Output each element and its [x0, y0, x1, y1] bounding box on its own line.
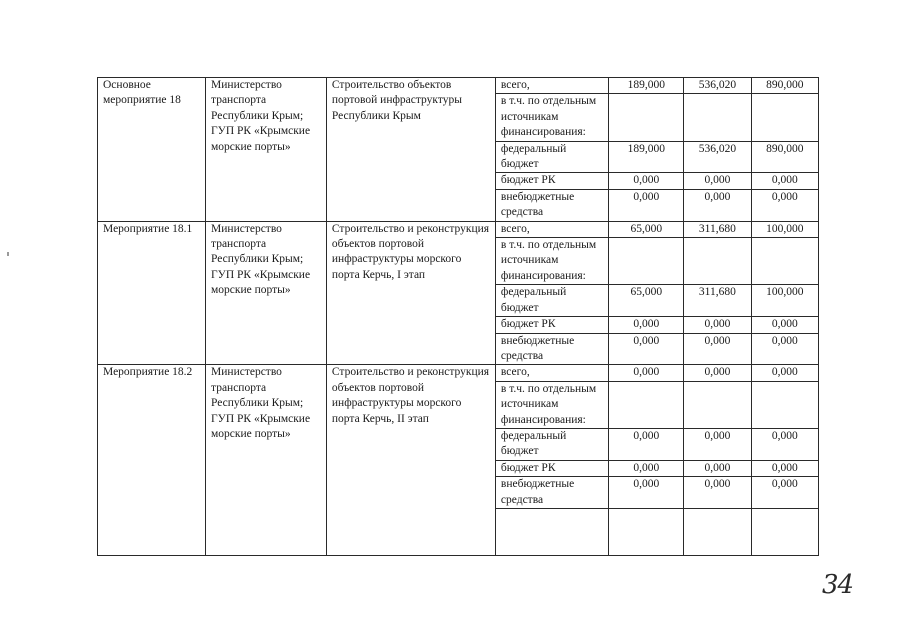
- amount-year-1: 189,000: [609, 78, 684, 94]
- amount-year-1: 0,000: [609, 333, 684, 365]
- source-label-rk: бюджет РК: [495, 173, 608, 189]
- amount-year-3: 0,000: [751, 317, 818, 333]
- amount-year-2: 0,000: [684, 317, 751, 333]
- empty-cell: [684, 381, 751, 428]
- amount-year-2: 536,020: [684, 141, 751, 173]
- empty-cell: [751, 381, 818, 428]
- source-label-offbudget: внебюджетные средства: [495, 189, 608, 221]
- amount-year-1: 0,000: [609, 173, 684, 189]
- source-label-breakdown: в т.ч. по отдельным источникам финансирования:: [495, 94, 608, 141]
- amount-year-3: 0,000: [751, 333, 818, 365]
- empty-cell: [684, 238, 751, 285]
- source-label-rk: бюджет РК: [495, 460, 608, 476]
- empty-cell: [609, 508, 684, 555]
- source-label-federal: федеральный бюджет: [495, 141, 608, 173]
- amount-year-3: 100,000: [751, 285, 818, 317]
- source-label-offbudget: внебюджетные средства: [495, 333, 608, 365]
- source-label-federal: федеральный бюджет: [495, 285, 608, 317]
- amount-year-1: 0,000: [609, 460, 684, 476]
- empty-cell: [609, 238, 684, 285]
- executor-name: Министерство транспорта Республики Крым; ГУП РК «Крымские морские порты»: [206, 78, 327, 222]
- amount-year-2: 0,000: [684, 428, 751, 460]
- empty-cell: [495, 508, 608, 555]
- source-label-offbudget: внебюджетные средства: [495, 477, 608, 509]
- scan-mark: [7, 252, 9, 256]
- source-label-federal: федеральный бюджет: [495, 428, 608, 460]
- activity-description: Строительство и реконструкция объектов портовой инфраструктуры морского порта Керчь, I этап: [326, 221, 495, 365]
- amount-year-2: 536,020: [684, 78, 751, 94]
- amount-year-1: 0,000: [609, 477, 684, 509]
- activity-name: Мероприятие 18.1: [98, 221, 206, 365]
- source-label-rk: бюджет РК: [495, 317, 608, 333]
- amount-year-1: 189,000: [609, 141, 684, 173]
- empty-cell: [684, 508, 751, 555]
- amount-year-3: 0,000: [751, 477, 818, 509]
- executor-name: Министерство транспорта Республики Крым; ГУП РК «Крымские морские порты»: [206, 365, 327, 556]
- activity-description: Строительство и реконструкция объектов портовой инфраструктуры морского порта Керчь, II этап: [326, 365, 495, 556]
- page-number: 34: [822, 570, 854, 600]
- amount-year-3: 0,000: [751, 365, 818, 381]
- activity-name: Основное мероприятие 18: [98, 78, 206, 222]
- empty-cell: [751, 94, 818, 141]
- amount-year-1: 65,000: [609, 285, 684, 317]
- source-label-total: всего,: [495, 78, 608, 94]
- amount-year-2: 0,000: [684, 189, 751, 221]
- financing-table: [97, 77, 819, 556]
- amount-year-2: 0,000: [684, 173, 751, 189]
- amount-year-1: 0,000: [609, 365, 684, 381]
- empty-cell: [609, 381, 684, 428]
- amount-year-3: 0,000: [751, 428, 818, 460]
- amount-year-1: 0,000: [609, 189, 684, 221]
- amount-year-2: 311,680: [684, 221, 751, 237]
- amount-year-3: 100,000: [751, 221, 818, 237]
- table-row: [98, 78, 819, 94]
- source-label-total: всего,: [495, 221, 608, 237]
- empty-cell: [751, 508, 818, 555]
- activity-description: Строительство объектов портовой инфраструктуры Республики Крым: [326, 78, 495, 222]
- amount-year-3: 0,000: [751, 173, 818, 189]
- amount-year-2: 0,000: [684, 333, 751, 365]
- executor-name: Министерство транспорта Республики Крым; ГУП РК «Крымские морские порты»: [206, 221, 327, 365]
- empty-cell: [609, 94, 684, 141]
- table-row: [98, 365, 819, 381]
- source-label-total: всего,: [495, 365, 608, 381]
- amount-year-2: 0,000: [684, 460, 751, 476]
- amount-year-2: 0,000: [684, 365, 751, 381]
- amount-year-1: 65,000: [609, 221, 684, 237]
- empty-cell: [751, 238, 818, 285]
- amount-year-3: 0,000: [751, 189, 818, 221]
- amount-year-2: 0,000: [684, 477, 751, 509]
- amount-year-3: 890,000: [751, 141, 818, 173]
- table-row: [98, 221, 819, 237]
- source-label-breakdown: в т.ч. по отдельным источникам финансирования:: [495, 238, 608, 285]
- activity-name: Мероприятие 18.2: [98, 365, 206, 556]
- amount-year-3: 0,000: [751, 460, 818, 476]
- amount-year-1: 0,000: [609, 428, 684, 460]
- amount-year-3: 890,000: [751, 78, 818, 94]
- empty-cell: [684, 94, 751, 141]
- source-label-breakdown: в т.ч. по отдельным источникам финансирования:: [495, 381, 608, 428]
- amount-year-2: 311,680: [684, 285, 751, 317]
- amount-year-1: 0,000: [609, 317, 684, 333]
